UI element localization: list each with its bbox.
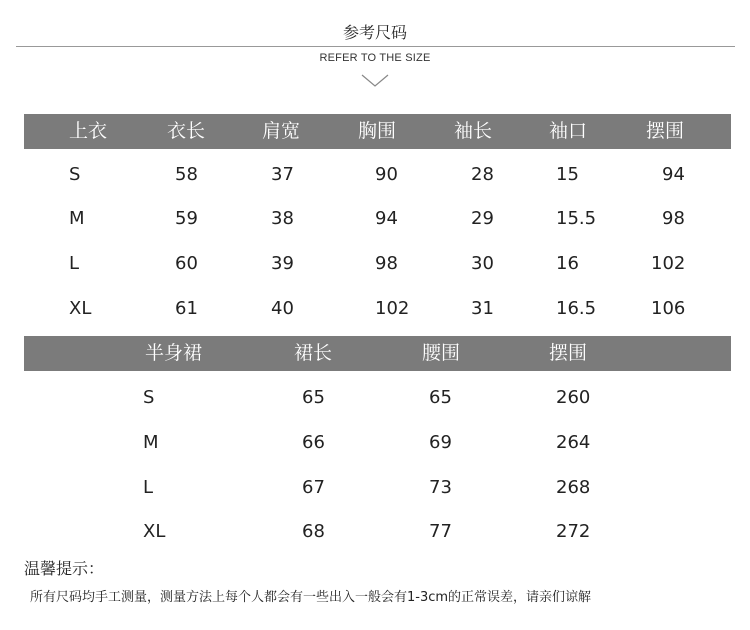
table-cell: 65 bbox=[429, 387, 452, 408]
table-cell: 37 bbox=[271, 164, 294, 185]
table-cell: 16 bbox=[556, 253, 579, 274]
top-header-cell: 衣长 bbox=[167, 120, 206, 142]
top-header-cell: 上衣 bbox=[69, 120, 108, 142]
table-cell: 15 bbox=[556, 164, 579, 185]
table-cell: 61 bbox=[175, 298, 198, 319]
skirt-table-header bbox=[24, 336, 731, 371]
table-cell: 38 bbox=[271, 208, 294, 229]
skirt-header-cell: 腰围 bbox=[422, 342, 461, 364]
chevron-down-icon bbox=[360, 73, 390, 89]
table-cell: 90 bbox=[375, 164, 398, 185]
table-cell: 60 bbox=[175, 253, 198, 274]
table-cell: 102 bbox=[651, 253, 686, 274]
top-header-cell: 袖口 bbox=[549, 120, 588, 142]
size-label: L bbox=[69, 253, 80, 274]
size-label: XL bbox=[69, 298, 92, 319]
top-table-header bbox=[24, 114, 731, 149]
skirt-header-cell: 半身裙 bbox=[145, 342, 203, 364]
size-label: M bbox=[69, 208, 85, 229]
table-cell: 59 bbox=[175, 208, 198, 229]
page-title: 参考尺码 bbox=[342, 23, 407, 42]
size-label: L bbox=[143, 477, 154, 498]
table-cell: 94 bbox=[662, 164, 685, 185]
table-cell: 98 bbox=[662, 208, 685, 229]
title-divider bbox=[16, 46, 735, 47]
table-cell: 73 bbox=[429, 477, 452, 498]
table-cell: 66 bbox=[302, 432, 325, 453]
table-cell: 77 bbox=[429, 521, 452, 542]
table-cell: 264 bbox=[556, 432, 591, 453]
skirt-header-cell: 裙长 bbox=[294, 342, 333, 364]
table-cell: 39 bbox=[271, 253, 294, 274]
table-cell: 268 bbox=[556, 477, 591, 498]
page-subtitle: REFER TO THE SIZE bbox=[319, 52, 431, 64]
size-label: S bbox=[69, 164, 81, 185]
note-title: 温馨提示： bbox=[24, 559, 105, 578]
table-cell: 68 bbox=[302, 521, 325, 542]
size-label: S bbox=[143, 387, 155, 408]
table-cell: 28 bbox=[471, 164, 494, 185]
top-header-cell: 胸围 bbox=[358, 120, 397, 142]
table-cell: 106 bbox=[651, 298, 686, 319]
table-cell: 272 bbox=[556, 521, 591, 542]
table-cell: 69 bbox=[429, 432, 452, 453]
top-header-cell: 肩宽 bbox=[262, 120, 301, 142]
table-cell: 260 bbox=[556, 387, 591, 408]
table-cell: 102 bbox=[375, 298, 410, 319]
table-cell: 29 bbox=[471, 208, 494, 229]
table-cell: 31 bbox=[471, 298, 494, 319]
table-cell: 16.5 bbox=[556, 298, 597, 319]
table-cell: 98 bbox=[375, 253, 398, 274]
table-cell: 15.5 bbox=[556, 208, 597, 229]
table-cell: 94 bbox=[375, 208, 398, 229]
skirt-header-cell: 摆围 bbox=[549, 342, 588, 364]
table-cell: 58 bbox=[175, 164, 198, 185]
table-cell: 40 bbox=[271, 298, 294, 319]
size-label: XL bbox=[143, 521, 166, 542]
note-text: 所有尺码均手工测量，测量方法上每个人都会有一些出入一般会有1-3cm的正常误差，请亲们谅解 bbox=[30, 590, 592, 605]
table-cell: 67 bbox=[302, 477, 325, 498]
top-header-cell: 摆围 bbox=[646, 120, 685, 142]
table-cell: 30 bbox=[471, 253, 494, 274]
size-label: M bbox=[143, 432, 159, 453]
top-header-cell: 袖长 bbox=[454, 120, 493, 142]
table-cell: 65 bbox=[302, 387, 325, 408]
